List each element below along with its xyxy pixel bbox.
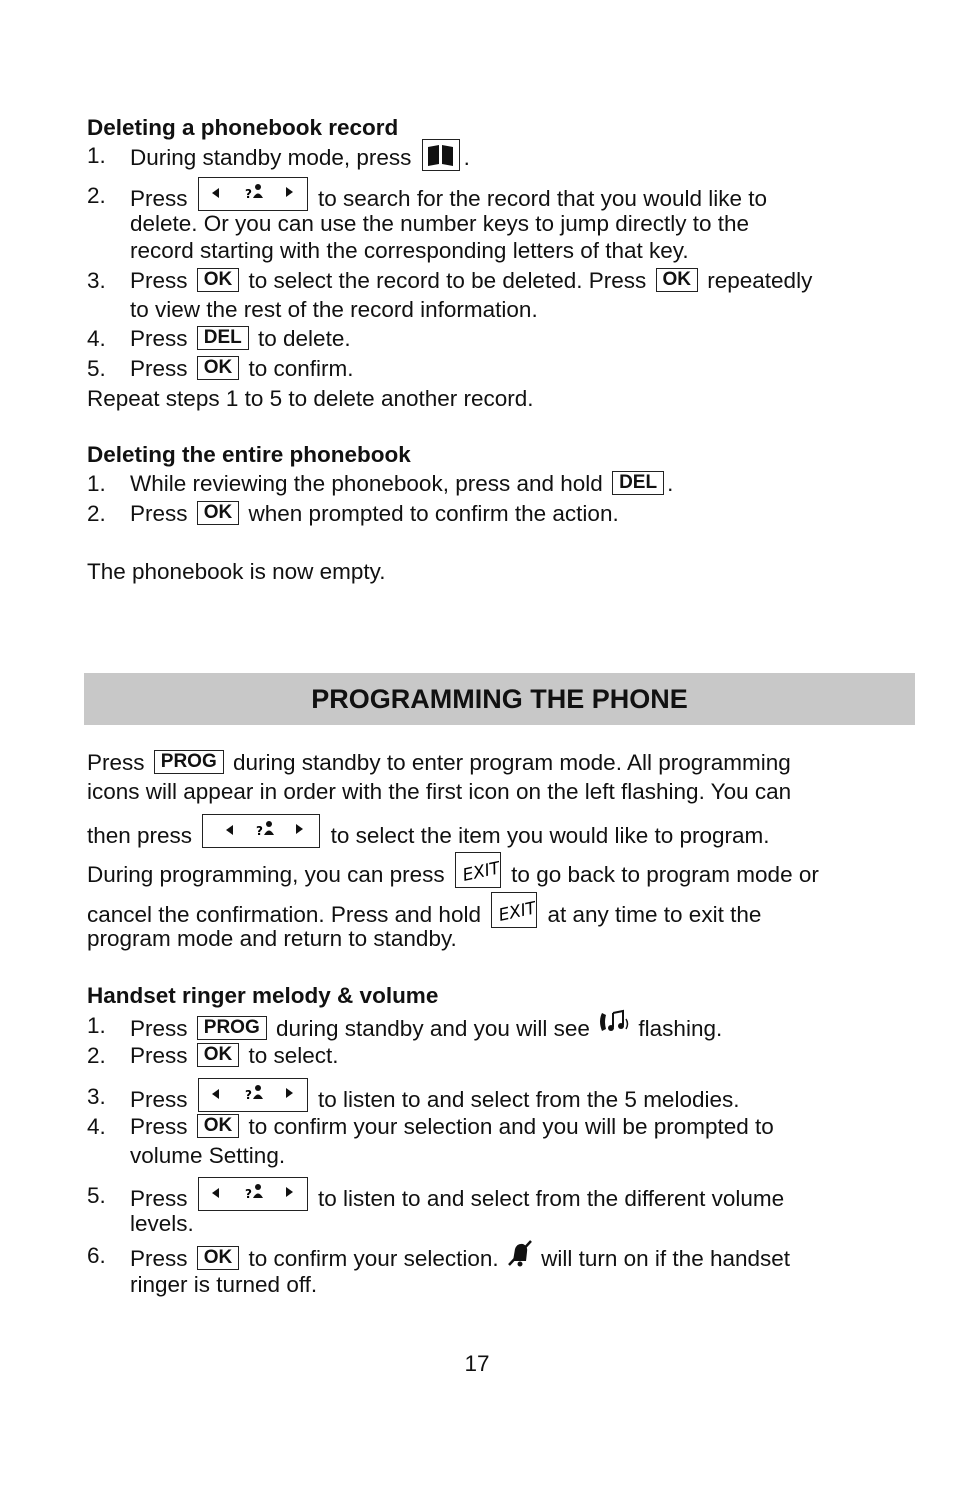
step-text: Press: [130, 185, 194, 211]
step-text: Press: [130, 1245, 194, 1271]
step-1-text: [130, 143, 470, 175]
step-1-text: [130, 471, 673, 497]
step-4-text: [130, 326, 351, 352]
intro-line-4: [87, 858, 819, 894]
step-3-number: 3.: [87, 1084, 106, 1109]
repeat-note: Repeat steps 1 to 5 to delete another record.: [87, 386, 534, 411]
step-text: During standby mode, press: [130, 144, 418, 170]
step-text: Press: [130, 1086, 194, 1112]
intro-text: cancel the confirmation. Press and hold: [87, 901, 488, 927]
step-text: to search for the record that you would like to: [311, 185, 768, 211]
navigation-key-icon: [198, 1078, 308, 1112]
step-text: during standby and you will see: [269, 1015, 597, 1041]
page-number: 17: [464, 1351, 490, 1376]
step-text: to confirm your selection and you will be prompted to: [242, 1114, 774, 1139]
step-text: will turn on if the handset: [534, 1245, 791, 1271]
step-4-number: 4.: [87, 326, 106, 351]
prog-key: PROG: [154, 750, 224, 774]
svg-text:?: ?: [244, 187, 252, 201]
ok-key: OK: [656, 268, 699, 292]
step-4-line-2: volume Setting.: [130, 1143, 286, 1168]
step-text: to listen to and select from the 5 melodies.: [311, 1086, 740, 1112]
step-text: Press: [130, 1114, 194, 1139]
prog-key: PROG: [197, 1016, 267, 1040]
step-2-text: [130, 501, 619, 527]
step-5-text: [130, 356, 354, 382]
phonebook-empty-note: The phonebook is now empty.: [87, 559, 386, 584]
navigation-key-icon: [202, 814, 320, 848]
step-text: to select the record to be deleted. Press: [242, 268, 653, 293]
step-text: when prompted to confirm the action.: [242, 501, 619, 526]
ok-key: OK: [197, 356, 240, 380]
intro-line-3: [87, 820, 770, 854]
step-text: Press: [130, 326, 194, 351]
intro-text: at any time to exit the: [541, 901, 762, 927]
svg-text:EXIT: EXIT: [497, 898, 536, 926]
intro-line-1: [87, 750, 791, 776]
step-4-text: [130, 1114, 774, 1140]
navigation-key-icon: [198, 177, 308, 211]
step-text-end: .: [667, 471, 674, 496]
intro-text: During programming, you can press: [87, 861, 451, 887]
step-2-line-2: delete. Or you can use the number keys to jump directly to the: [130, 211, 750, 236]
navigation-key-icon: [198, 1177, 308, 1211]
intro-text: to go back to program mode or: [504, 861, 819, 887]
step-text: Press: [130, 1043, 194, 1068]
step-text: to listen to and select from the different volume: [311, 1185, 785, 1211]
del-key: DEL: [197, 326, 249, 350]
step-3-line-2: to view the rest of the record information.: [130, 297, 538, 322]
step-text: Press: [130, 501, 194, 526]
step-6-line-2: ringer is turned off.: [130, 1272, 318, 1297]
intro-line-2: icons will appear in order with the first icon on the left flashing. You can: [87, 779, 792, 804]
step-number: 1.: [87, 143, 106, 168]
section-heading-ringer: Handset ringer melody & volume: [87, 983, 439, 1008]
phonebook-key-icon: [422, 139, 460, 171]
intro-text: during standby to enter program mode. All programming: [226, 750, 791, 775]
ringer-off-icon: [505, 1239, 535, 1273]
step-text: flashing.: [632, 1015, 723, 1041]
step-text: Press: [130, 356, 194, 381]
ringer-melody-icon: [596, 1009, 632, 1043]
intro-text: then press: [87, 822, 199, 848]
step-3-text: [130, 268, 812, 294]
section-heading-delete-record: Deleting a phonebook record: [87, 115, 399, 140]
step-5-text: [130, 1183, 784, 1217]
exit-key-icon: [491, 892, 537, 928]
svg-text:EXIT: EXIT: [460, 858, 499, 886]
step-2-number: 2.: [87, 501, 106, 526]
ok-key: OK: [197, 501, 240, 525]
ok-key: OK: [197, 1114, 240, 1138]
step-2-number: 2.: [87, 1043, 106, 1068]
step-text: to select.: [242, 1043, 339, 1068]
ok-key: OK: [197, 1043, 240, 1067]
step-2-line-3: record starting with the corresponding letters of that key.: [130, 238, 689, 263]
banner-title: PROGRAMMING THE PHONE: [311, 684, 688, 714]
step-6-number: 6.: [87, 1243, 106, 1268]
step-4-number: 4.: [87, 1114, 106, 1139]
step-2-text: [130, 1043, 339, 1069]
step-1: [87, 143, 106, 169]
intro-line-6: program mode and return to standby.: [87, 926, 457, 951]
step-text: to confirm.: [242, 356, 354, 381]
step-text: repeatedly: [701, 268, 813, 293]
intro-text: to select the item you would like to program.: [324, 822, 770, 848]
step-text: Press: [130, 268, 194, 293]
step-text: While reviewing the phonebook, press and hold: [130, 471, 610, 496]
step-text: Press: [130, 1185, 194, 1211]
step-1-number: 1.: [87, 1013, 106, 1038]
svg-text:?: ?: [244, 1088, 252, 1102]
step-text: to confirm your selection.: [242, 1245, 505, 1271]
step-5-number: 5.: [87, 356, 106, 381]
del-key: DEL: [612, 471, 664, 495]
section-heading-delete-phonebook: Deleting the entire phonebook: [87, 442, 411, 467]
step-3-text: [130, 1084, 740, 1118]
step-1-text: [130, 1013, 722, 1047]
step-5-number: 5.: [87, 1183, 106, 1208]
step-text: Press: [130, 1015, 194, 1041]
step-3-number: 3.: [87, 268, 106, 293]
svg-text:?: ?: [256, 824, 264, 838]
ok-key: OK: [197, 1246, 240, 1270]
intro-text: Press: [87, 750, 151, 775]
svg-text:?: ?: [244, 1187, 252, 1201]
ok-key: OK: [197, 268, 240, 292]
step-text: to delete.: [251, 326, 351, 351]
step-1-number: 1.: [87, 471, 106, 496]
step-2-number: 2.: [87, 183, 106, 208]
step-text-end: .: [463, 144, 470, 170]
exit-key-icon: [455, 852, 501, 888]
step-5-line-2: levels.: [130, 1211, 194, 1236]
